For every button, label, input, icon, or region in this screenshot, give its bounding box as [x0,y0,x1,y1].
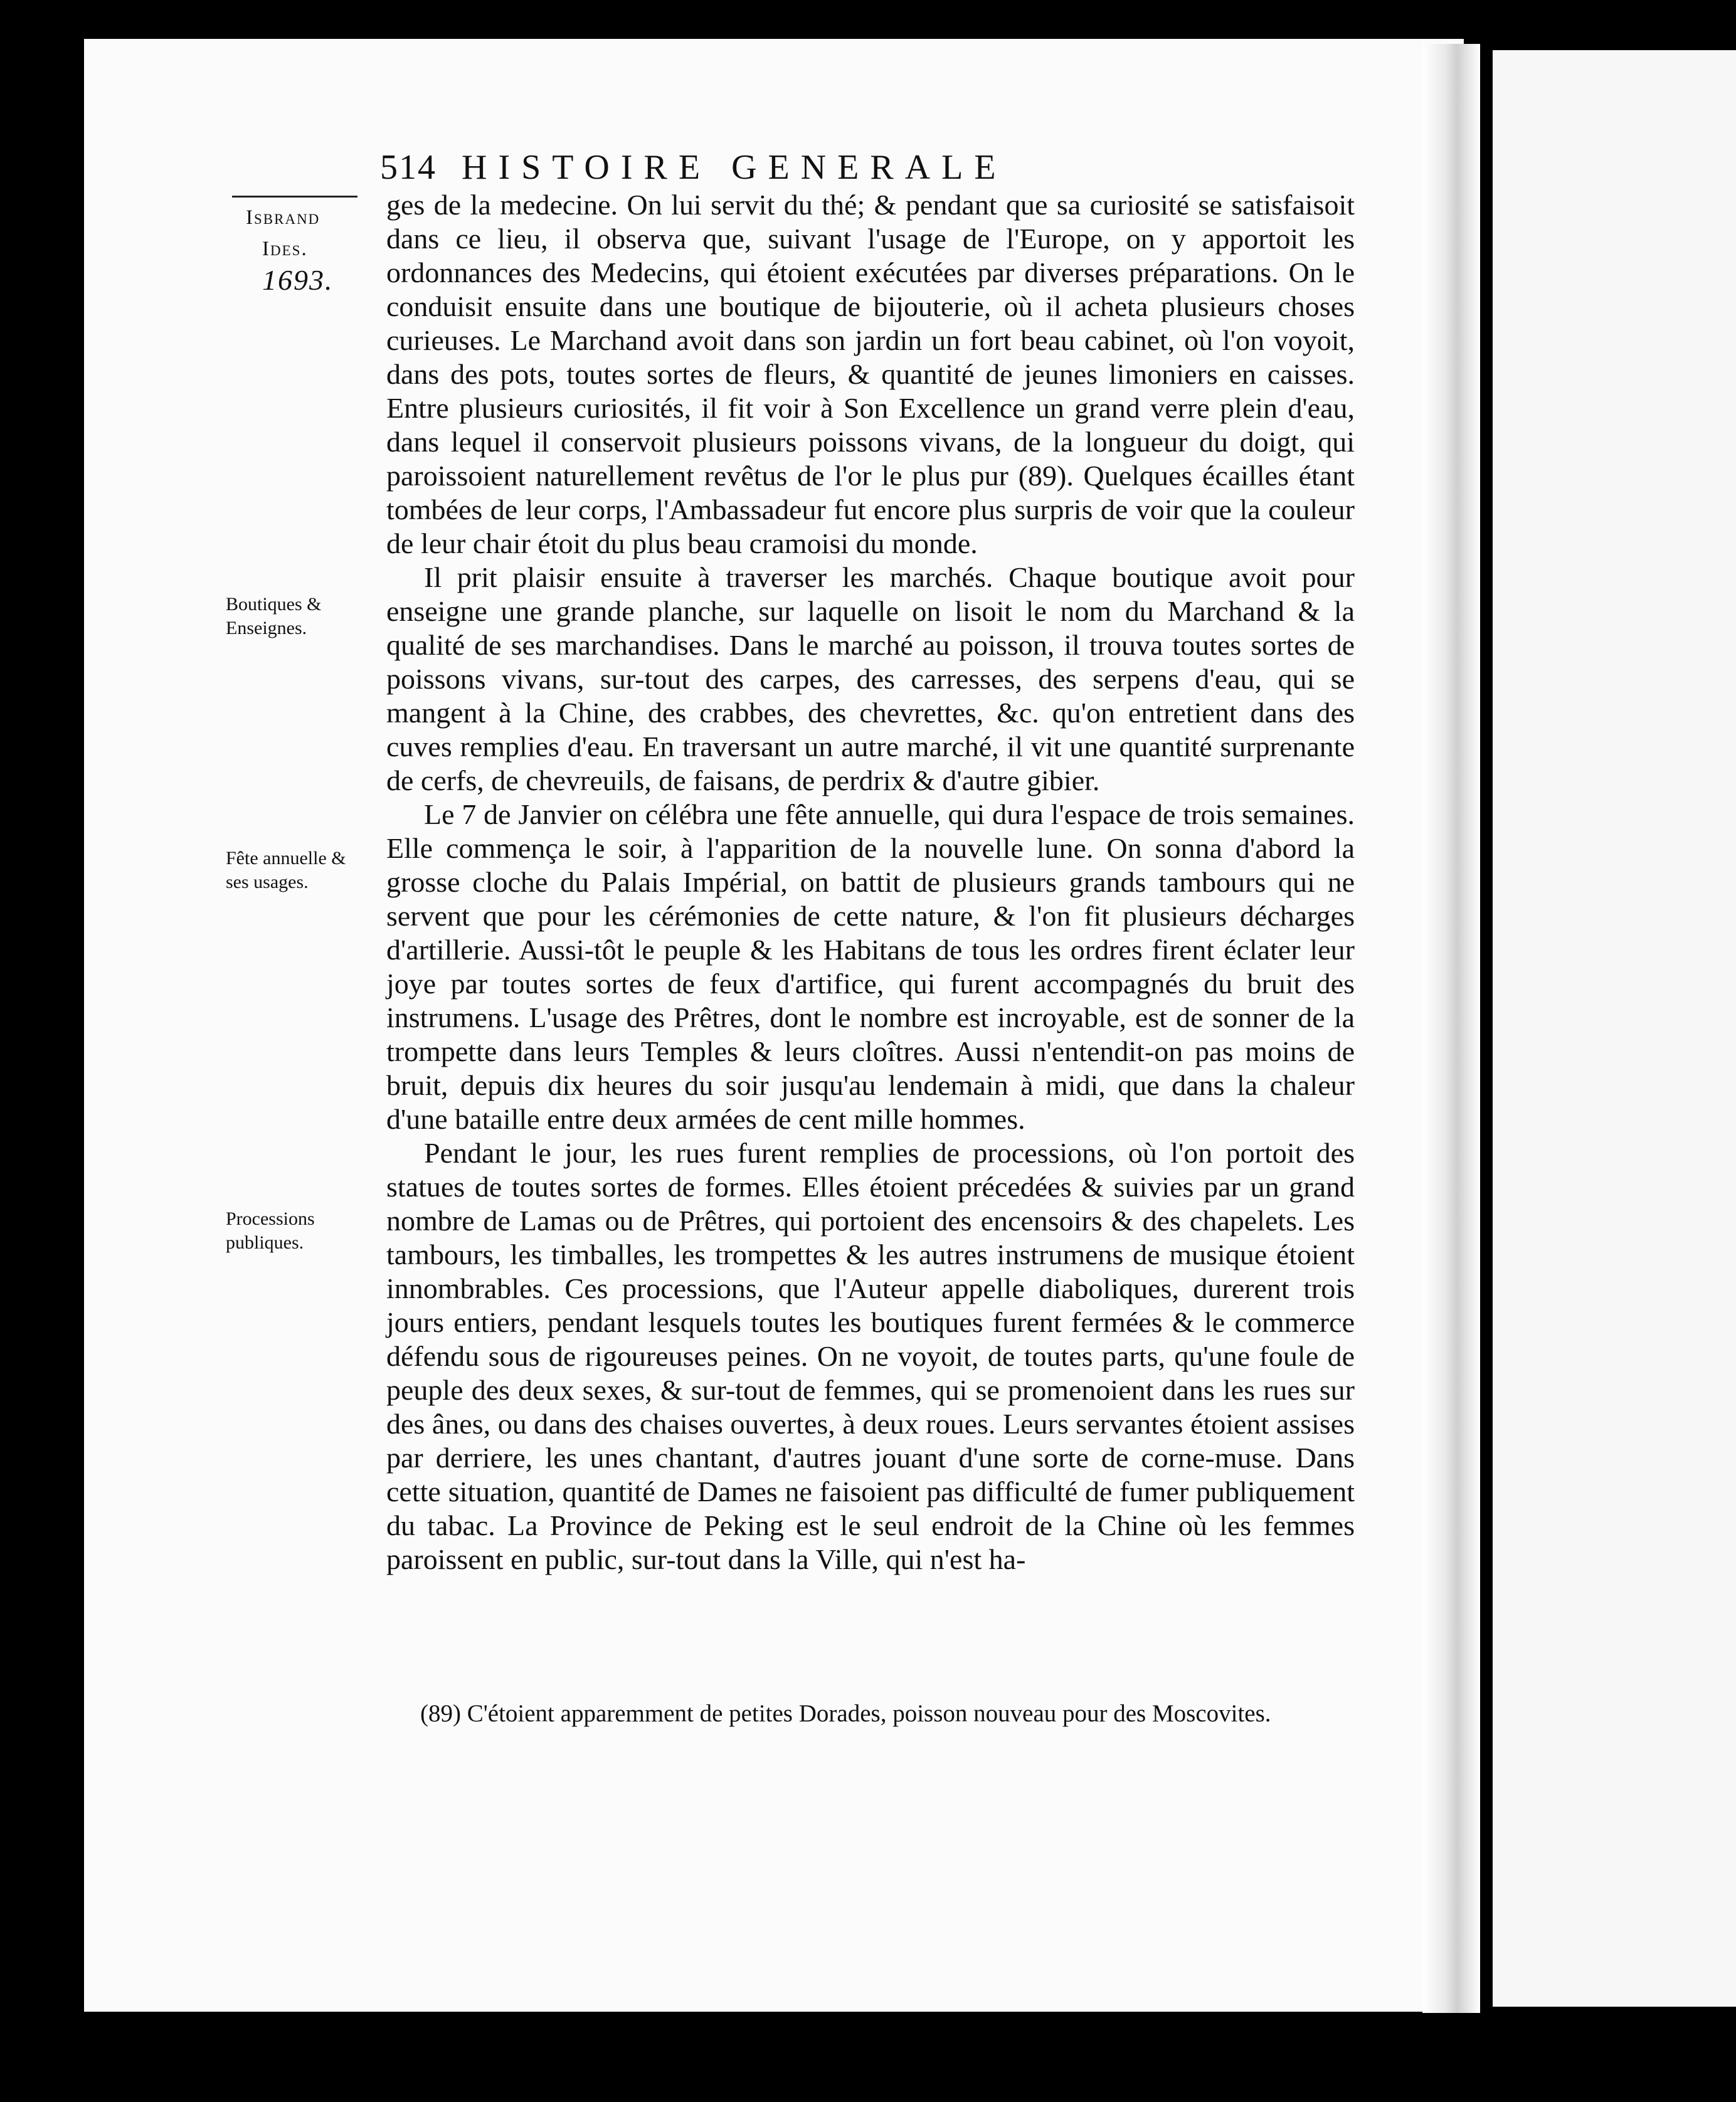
side-note-boutiques: Boutiques & Enseignes. [226,594,322,638]
body-text [386,188,1355,1576]
page-number: 514 [380,148,437,187]
page-edge [1422,44,1480,2013]
side-note-processions: Processions publiques. [226,1208,315,1253]
side-note-fete: Fête annuelle & ses usages. [226,848,346,892]
paragraph-1: ges de la medecine. On lui servit du thé; & pendant que sa curiosité se satisfaisoit dans ce lieu, il observa que, suivant l'usage de l'Europe, on y apportoit les ordonnances des Medecins, qui étoient exécutées par diverses préparations. On le conduisit ensuite dans une boutique de bijouterie, où il acheta plusieurs choses curieuses. Le Marchand avoit dans son jardin un fort beau cabinet, où l'on voyoit, dans des pots, toutes sortes de fleurs, & quantité de jeunes limoniers en caisses. Entre plusieurs curiosités, il fit voir à Son Excellence un grand verre plein d'eau, dans lequel il conservoit plusieurs poissons vivans, de la longueur du doigt, qui paroissoient naturellement revêtus de l'or le plus pur (89). Quelques écailles étant tombées de leur corps, l'Ambassadeur fut encore plus surpris de voir que la couleur de leur chair étoit du plus beau cramoisi du monde. [386,189,1355,559]
facing-page [1493,50,1736,2007]
margin-rule [232,196,357,198]
paragraph-4: Pendant le jour, les rues furent remplies de processions, où l'on portoit des statues de toutes sortes de formes. Elles étoient précedées & suivies par un grand nombre de Lamas ou de Prêtres, qui portoient des encensoirs & des chapelets. Les tambours, les timballes, les trompettes & les autres instrumens de musique étoient innombrables. Ces processions, que l'Auteur appelle diaboliques, durerent trois jours entiers, pendant lesquels toutes les boutiques furent fermées & le commerce défendu sous de rigoureuses peines. On ne voyoit, de toutes parts, qu'une foule de peuple des deux sexes, & sur-tout de femmes, qui se promenoient dans les rues sur des ânes, ou dans des chaises ouvertes, à deux roues. Leurs servantes étoient assises par derriere, les unes chantant, d'autres jouant d'une sorte de corne-muse. Dans cette situation, quantité de Dames ne faisoient pas difficulté de fumer publiquement du tabac. La Province de Peking est le seul endroit de la Chine où les femmes paroissent en public, sur-tout dans la Ville, qui n'est ha- [386,1137,1355,1575]
page-header [380,145,1133,189]
margin-year: 1693. [262,264,334,296]
margin-author: Isbrand [246,206,320,229]
paragraph-2: Il prit plaisir ensuite à traverser les marchés. Chaque boutique avoit pour enseigne une grande planche, sur laquelle on lisoit le nom du Marchand & la qualité de ses marchandises. Dans le marché au poisson, il trouva toutes sortes de poissons vivans, sur-tout des carpes, des carresses, des serpens d'eau, qui se mangent à la Chine, des crabbes, des chevrettes, &c. qu'on entretient dans des cuves remplies d'eau. En traversant un autre marché, il vit une quantité surprenante de cerfs, de chevreuils, de faisans, de perdrix & d'autre gibier. [386,561,1355,796]
margin-author-2: Ides. [262,238,308,260]
running-title: HISTOIRE GENERALE [462,148,1007,187]
paragraph-3: Le 7 de Janvier on célébra une fête annuelle, qui dura l'espace de trois semaines. Elle commença le soir, à l'apparition de la nouvelle lune. On sonna d'abord la grosse cloche du Palais Impérial, on battit de plusieurs grands tambours qui ne servent que pour les cérémonies de cette nature, & l'on fit plusieurs décharges d'artillerie. Aussi-tôt le peuple & les Habitans de tous les ordres firent éclater leur joye par toutes sortes de feux d'artifice, qui furent accompagnés du bruit des instrumens. L'usage des Prêtres, dont le nombre est incroyable, est de sonner de la trompette dans leurs Temples & leurs cloîtres. Aussi n'entendit-on pas moins de bruit, depuis dix heures du soir jusqu'au lendemain à midi, que dans la chaleur d'une bataille entre deux armées de cent mille hommes. [386,798,1355,1135]
margin-header-note [246,202,359,296]
footnote: (89) C'étoient apparemment de petites Dorades, poisson nouveau pour des Moscovites. [420,1700,1271,1727]
